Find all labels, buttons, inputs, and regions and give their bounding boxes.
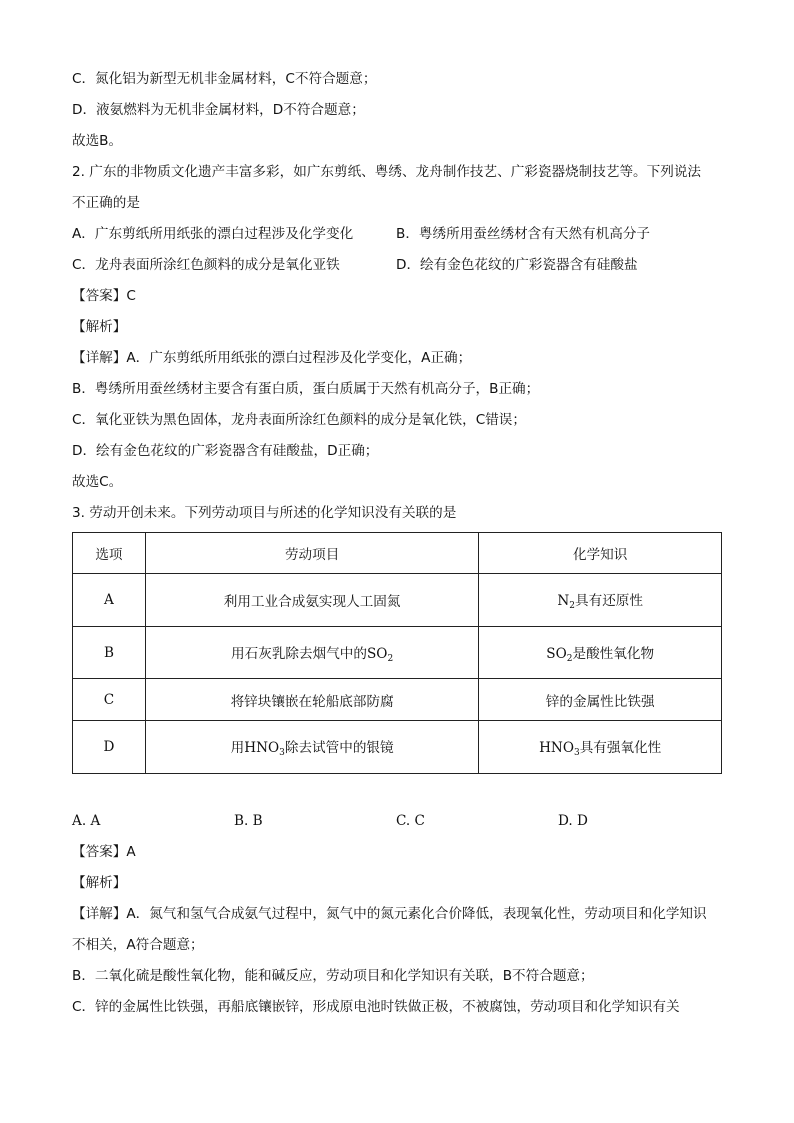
question-2-stem: 2. 广东的非物质文化遗产丰富多彩，如广东剪纸、粤绣、龙舟制作技艺、广彩瓷器烧制技艺等。下列说法 xyxy=(72,164,702,180)
question-3-table xyxy=(72,532,722,774)
table-cell-item: 用石灰乳除去烟气中的$SO_2$ xyxy=(145,627,478,679)
text-line: C．氮化铝为新型无机非金属材料，C不符合题意； xyxy=(72,71,377,87)
answer-label: 【答案】A xyxy=(72,844,136,860)
detail-line: B．粤绣所用蚕丝绣材主要含有蛋白质，蛋白质属于天然有机高分子，B正确； xyxy=(72,381,540,397)
analysis-label: 【解析】 xyxy=(72,875,127,891)
option-b: B. B xyxy=(234,813,263,829)
detail-line: C．氧化亚铁为黑色固体，龙舟表面所涂红色颜料的成分是氧化铁，C错误； xyxy=(72,412,526,428)
question-3-stem: 3. 劳动开创未来。下列劳动项目与所述的化学知识没有关联的是 xyxy=(72,505,457,521)
detail-line: 不相关，A符合题意； xyxy=(72,937,204,953)
table-cell-item: 用$HNO_3$除去试管中的银镜 xyxy=(145,721,478,774)
text-line: D．液氨燃料为无机非金属材料，D不符合题意； xyxy=(72,102,365,118)
table-cell-option: B xyxy=(73,627,146,679)
option-d: D．绘有金色花纹的广彩瓷器含有硅酸盐 xyxy=(396,257,638,273)
table-row xyxy=(73,721,722,774)
option-a: A. A xyxy=(72,813,101,829)
detail-line: B．二氧化硫是酸性氧化物，能和碱反应，劳动项目和化学知识有关联，B不符合题意； xyxy=(72,968,594,984)
table-cell-knowledge: $HNO_3$具有强氧化性 xyxy=(479,721,722,774)
table-row xyxy=(73,574,722,627)
table-header: 劳动项目 xyxy=(145,533,478,574)
document-page xyxy=(72,64,724,1023)
question-2-options-row2 xyxy=(72,250,724,281)
question-2-options-row1 xyxy=(72,219,724,250)
table-cell-knowledge: 锌的金属性比铁强 xyxy=(479,679,722,721)
detail-line: 【详解】A．广东剪纸所用纸张的漂白过程涉及化学变化，A正确； xyxy=(72,350,472,366)
table-cell-option: D xyxy=(73,721,146,774)
analysis-label: 【解析】 xyxy=(72,319,127,335)
detail-line: C．锌的金属性比铁强，再船底镶嵌锌，形成原电池时铁做正极，不被腐蚀，劳动项目和化学知识有关 xyxy=(72,999,680,1015)
detail-line: D．绘有金色花纹的广彩瓷器含有硅酸盐，D正确； xyxy=(72,443,379,459)
spacer xyxy=(72,774,724,806)
option-d: D. D xyxy=(558,813,588,829)
table-row xyxy=(73,679,722,721)
detail-line: 故选C。 xyxy=(72,474,123,490)
table-cell-option: C xyxy=(73,679,146,721)
table-header: 化学知识 xyxy=(479,533,722,574)
option-c: C．龙舟表面所涂红色颜料的成分是氧化亚铁 xyxy=(72,257,340,273)
table-header-row xyxy=(73,533,722,574)
table-cell-item: 将锌块镶嵌在轮船底部防腐 xyxy=(145,679,478,721)
table-cell-knowledge: $N_2$具有还原性 xyxy=(479,574,722,627)
detail-line: 【详解】A．氮气和氢气合成氨气过程中，氮气中的氮元素化合价降低，表现氧化性，劳动项目和化学知识 xyxy=(72,906,707,922)
question-3-options xyxy=(72,806,724,837)
question-2-stem-cont: 不正确的是 xyxy=(72,195,140,211)
table-cell-item: 利用工业合成氨实现人工固氮 xyxy=(145,574,478,627)
table-cell-knowledge: $SO_2$是酸性氧化物 xyxy=(479,627,722,679)
table-cell-option: A xyxy=(73,574,146,627)
answer-label: 【答案】C xyxy=(72,288,136,304)
option-c: C. C xyxy=(396,813,425,829)
option-b: B．粤绣所用蚕丝绣材含有天然有机高分子 xyxy=(396,226,651,242)
table-header: 选项 xyxy=(73,533,146,574)
text-line: 故选B。 xyxy=(72,133,123,149)
table-row xyxy=(73,627,722,679)
option-a: A．广东剪纸所用纸张的漂白过程涉及化学变化 xyxy=(72,226,354,242)
